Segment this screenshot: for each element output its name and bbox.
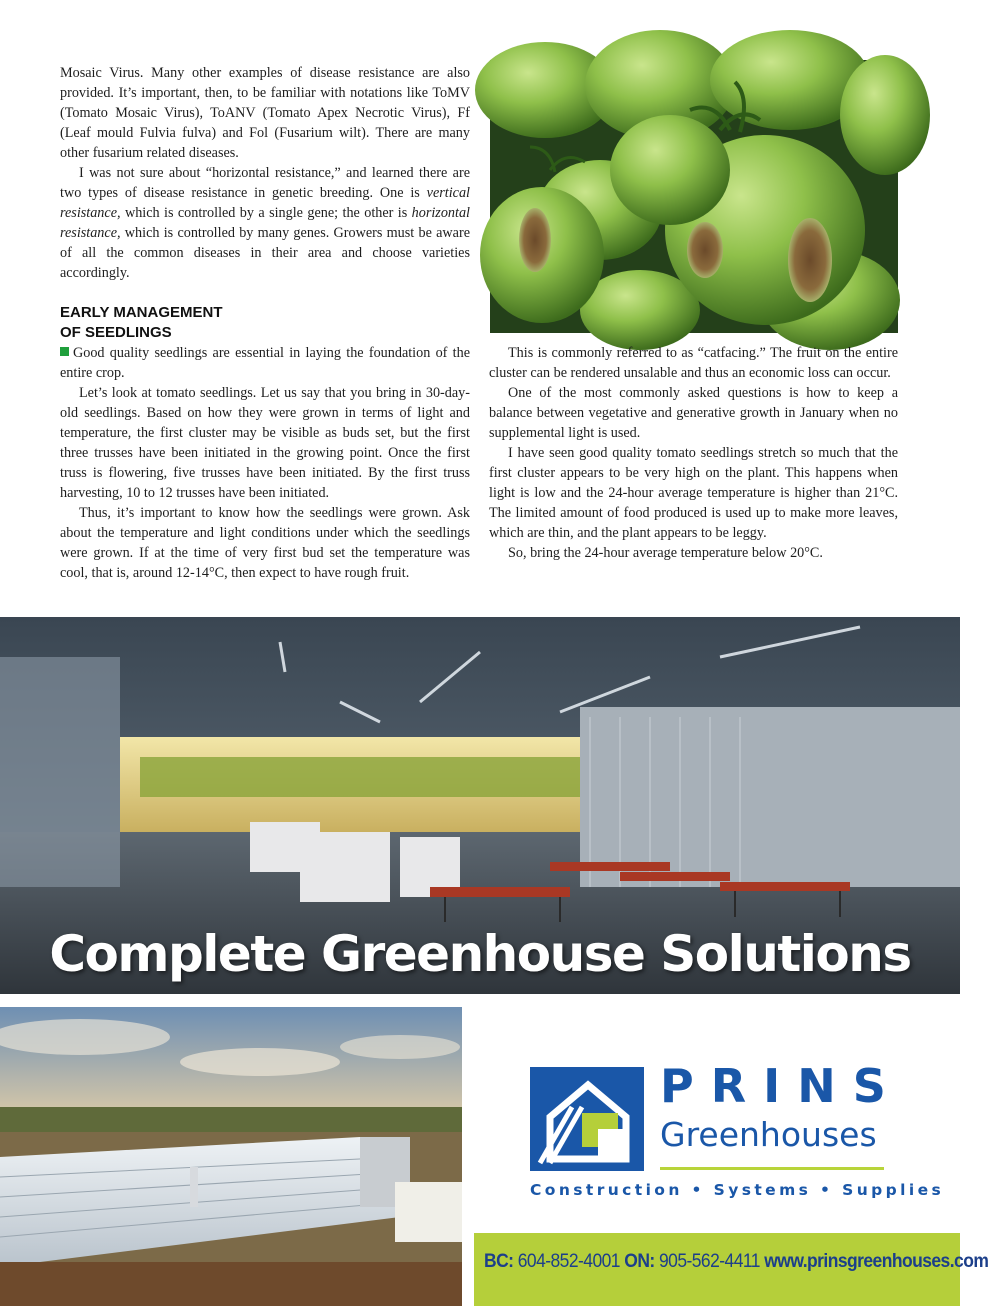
- article-paragraph: So, bring the 24-hour average temperature below 20°C.: [508, 545, 823, 561]
- ad-headline: Complete Greenhouse Solutions: [49, 925, 911, 983]
- bc-label: BC:: [484, 1251, 514, 1272]
- section-heading: EARLY MANAGEMENT OF SEEDLINGS: [60, 304, 223, 341]
- article-paragraph: This is commonly referred to as “catfacing.” The fruit on the entire cluster can be rendered unsalable and thus an economic loss can occur.: [489, 345, 898, 381]
- contact-line: [484, 1251, 988, 1273]
- article-paragraph: Good quality seedlings are essential in laying the foundation of the entire crop.: [60, 345, 470, 381]
- on-label: ON:: [624, 1251, 655, 1272]
- green-tomatoes-image: [490, 60, 898, 333]
- website-link[interactable]: www.prinsgreenhouses.com: [764, 1251, 988, 1272]
- article-paragraph: I have seen good quality tomato seedlings stretch so much that the first cluster appears to be very high on the plant. This happens when light is low and the 24-hour average temperature is higher than 21°C. The limited amount of food produced is used up to make more leaves, which are thin, and the plant appears to be leggy.: [489, 445, 898, 541]
- article-paragraph: Let’s look at tomato seedlings. Let us say that you bring in 30-day-old seedlings. Based on how they were grown in terms of light and temperature, the first cluster may be visible as buds set, but the first three trusses have been initiated in the growing point. Once the first truss is flowering, five trusses have been initiated. By the first truss harvesting, 10 to 12 trusses have been initiated.: [60, 385, 470, 501]
- brand-tagline: Construction • Systems • Supplies: [530, 1181, 945, 1199]
- greenhouse-aerial-image: [0, 1007, 462, 1306]
- section-bullet-icon: [60, 347, 69, 356]
- prins-house-logo-icon: [530, 1067, 644, 1171]
- brand-subtitle: Greenhouses: [660, 1115, 877, 1154]
- article-paragraph: I was not sure about “horizontal resistance,” and learned there are two types of disease resistance in genetic breeding. One is vertical resistance, which is controlled by a single gene; the other is horizontal resistance, which is controlled by many genes. Growers must be aware of all the common diseases in their area and choose varieties accordingly.: [60, 165, 470, 281]
- contact-bar: [474, 1233, 988, 1306]
- brand-divider: [660, 1167, 884, 1170]
- prins-logo: [530, 1059, 945, 1205]
- article-right-column: [489, 343, 898, 563]
- tomato-photo: [490, 60, 898, 333]
- bc-phone[interactable]: 604-852-4001: [517, 1251, 620, 1272]
- article-left-column: [60, 63, 470, 583]
- brand-name: PRINS: [660, 1059, 903, 1113]
- on-phone[interactable]: 905-562-4411: [658, 1251, 760, 1272]
- article-paragraph: Mosaic Virus. Many other examples of disease resistance are also provided. It’s important, then, to be familiar with notations like ToMV (Tomato Mosaic Virus), ToANV (Tomato Apex Necrotic Virus), Ff (Leaf mould Fulvia fulva) and Fol (Fusarium wilt). There are many other fusarium related diseases.: [60, 65, 470, 161]
- article-paragraph: Thus, it’s important to know how the seedlings were grown. Ask about the temperature and light conditions under which the seedlings were grown. If at the time of very first bud set the temperature was cool, that is, around 12-14°C, then expect to have rough fruit.: [60, 505, 470, 581]
- article-paragraph: One of the most commonly asked questions is how to keep a balance between vegetative and generative growth in January when no supplemental light is used.: [489, 385, 898, 441]
- greenhouse-aerial-photo: [0, 1007, 462, 1306]
